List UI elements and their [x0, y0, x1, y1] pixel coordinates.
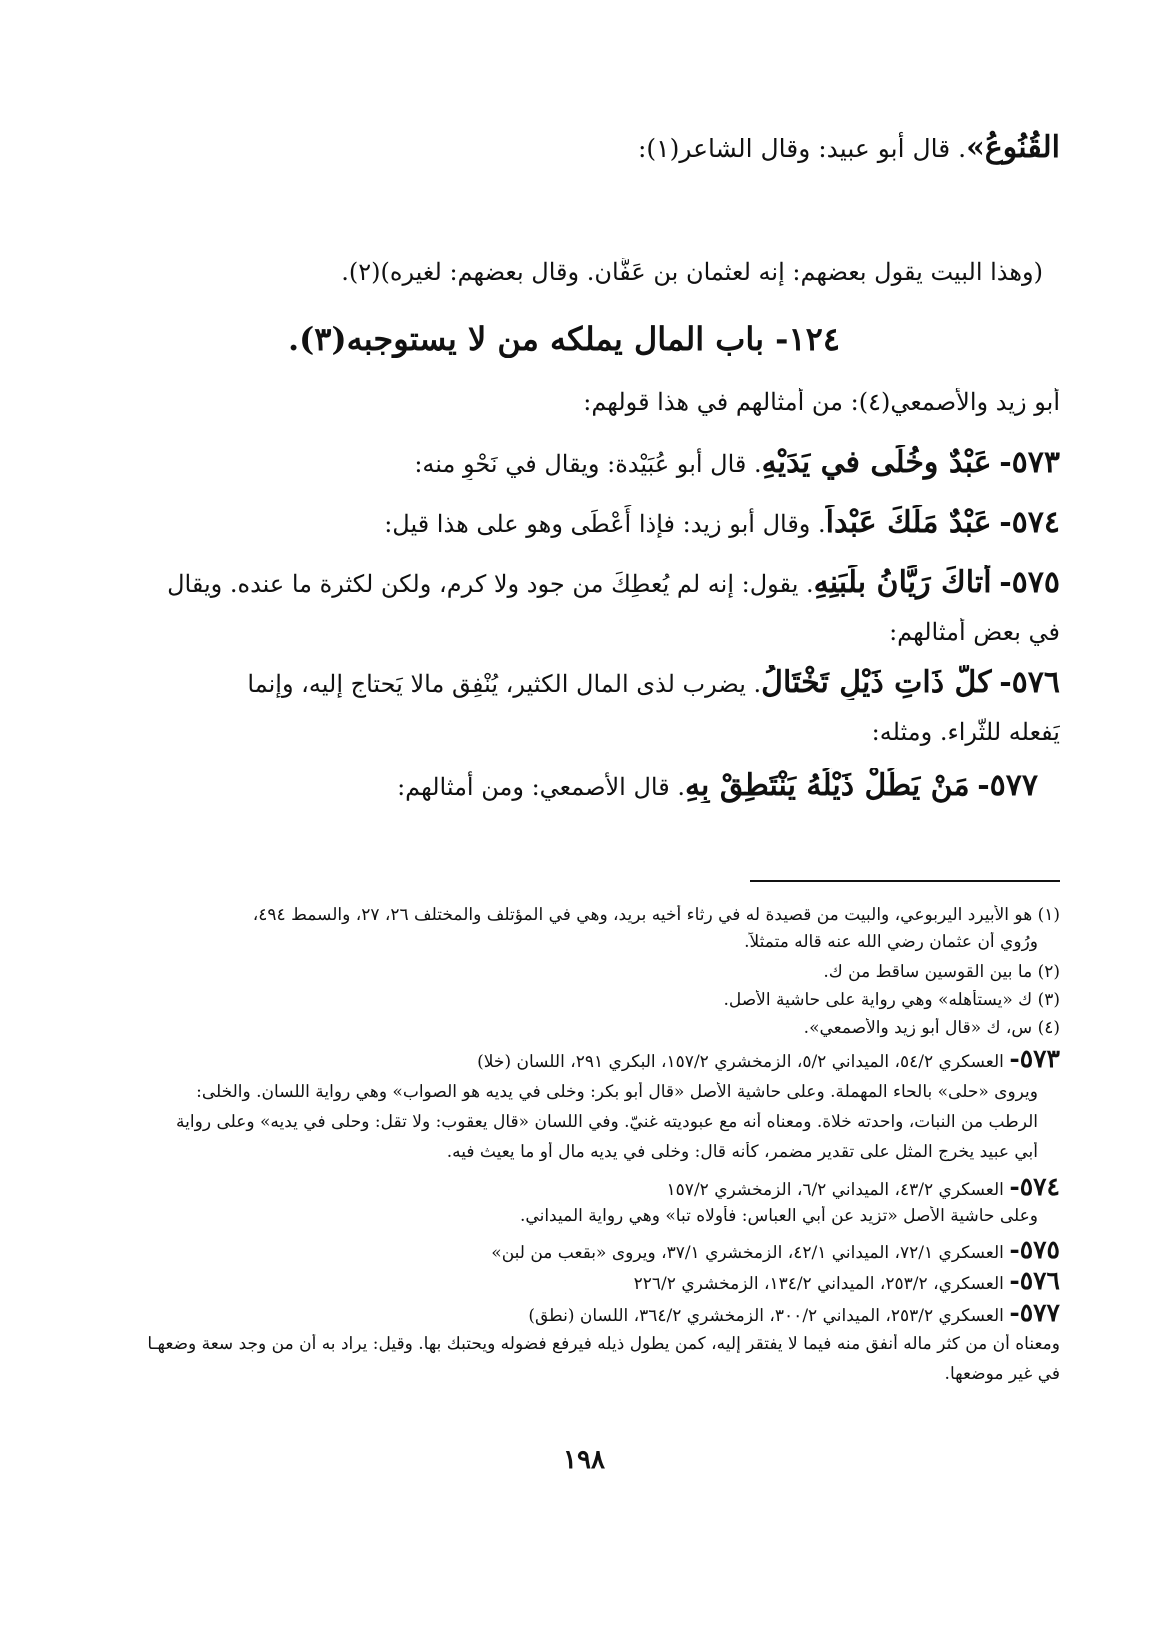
proverb-575	[110, 565, 1060, 600]
note-575	[60, 1235, 1060, 1264]
chapter-heading: ١٢٤- باب المال يملكه من لا يستوجبه(٣).	[287, 320, 841, 358]
note-line: في غير موضعها.	[944, 1364, 1060, 1384]
proverb-text: مَنْ يَطُلْ ذَيْلُهُ يَنْتَطِقْ بِهِ	[684, 768, 970, 803]
note-number: ٥٧٦-	[1009, 1266, 1060, 1295]
note-576	[60, 1266, 1060, 1295]
body-line: (وهذا البيت يقول بعضهم: إنه لعثمان بن عَفَّان. وقال بعضهم: لغيره)(٢).	[341, 258, 1043, 286]
headword: القُنُوعُ»	[966, 130, 1060, 165]
note-sources: العسكري ٥٤/٢، الميداني ٥/٢، الزمخشري ١٥٧/٢، البكري ٢٩١، اللسان (خلا)	[477, 1052, 1004, 1072]
proverb-commentary: . يقول: إنه لم يُعطِكَ من جود ولا كرم، ولكن لكثرة ما عنده. ويقال	[167, 570, 814, 598]
proverb-576	[110, 665, 1060, 700]
page-number: ١٩٨	[563, 1445, 605, 1475]
note-number: ٥٧٥-	[1009, 1235, 1060, 1264]
line-text: . قال أبو عبيد: وقال الشاعر(١):	[637, 134, 967, 163]
footnote-2: (٢) ما بين القوسين ساقط من ك.	[823, 962, 1060, 982]
footnote-3: (٣) ك «يستأهله» وهي رواية على حاشية الأصل.	[723, 990, 1060, 1010]
footnote-1: (١) هو الأبيرد اليربوعي، والبيت من قصيدة له في رثاء أخيه بريد، وهي في المؤتلف والمختلف ٢٦، ٢٧، والسمط ٤٩٤،	[252, 905, 1060, 925]
proverb-number: ٥٧٧-	[977, 768, 1038, 803]
note-sources: العسكري، ٢٥٣/٢، الميداني ١٣٤/٢، الزمخشري ٢٢٦/٢	[633, 1274, 1004, 1294]
proverb-text: كلُّ ذَاتِ ذَيْلٍ تَخْتَالُ	[761, 665, 992, 700]
footnote-divider	[750, 880, 1060, 882]
proverb-commentary: . يضرب لذى المال الكثير، يُنْفِق مالا يَحتاج إليه، وإنما	[247, 670, 762, 698]
note-577	[60, 1298, 1060, 1327]
note-sources: العسكري ٧٢/١، الميداني ٤٢/١، الزمخشري ٣٧/١، ويروى «بقعب من لبن»	[491, 1243, 1004, 1263]
proverb-text: عَبْدٌ وخُلًى في يَدَيْهِ	[761, 445, 992, 480]
proverb-continuation: يَفعله للثَّراء. ومثله:	[871, 718, 1060, 746]
note-line: الرطب من النبات، واحدته خلاة. ومعناه أنه مع عبوديته غنيّ. وفي اللسان «قال يعقوب: ولا تقل: وحلى في يديه» وعلى رواية	[176, 1112, 1038, 1132]
proverb-573	[110, 445, 1060, 480]
note-number: ٥٧٧-	[1009, 1298, 1060, 1327]
note-line: ويروى «حلى» بالحاء المهملة. وعلى حاشية الأصل «قال أبو بكر: وخلى في يديه هو الصواب» وهي رواية اللسان. والخلى:	[196, 1082, 1038, 1102]
note-sources: العسكري ٤٣/٢، الميداني ٦/٢، الزمخشري ١٥٧/٢	[666, 1180, 1004, 1200]
proverb-commentary: . قال أبو عُبَيْدة: ويقال في نَحْوِ منه:	[414, 450, 762, 478]
proverb-continuation: في بعض أمثالهم:	[889, 618, 1060, 646]
footnote-4: (٤) س، ك «قال أبو زيد والأصمعي».	[803, 1018, 1060, 1038]
proverb-text: أَتاكَ رَيَّانُ بلَبَنِهِ	[813, 565, 992, 600]
note-number: ٥٧٤-	[1009, 1172, 1060, 1201]
proverb-commentary: . وقال أبو زيد: فإذا أَعْطَى وهو على هذا قيل:	[384, 510, 826, 538]
note-sources: العسكري ٢٥٣/٢، الميداني ٣٠٠/٢، الزمخشري ٣٦٤/٢، اللسان (نطق)	[528, 1306, 1004, 1326]
note-line: ومعناه أن من كثر ماله أنفق منه فيما لا يفتقر إليه، كمن يطول ذيله فيرفع فضوله ويحتبك بها. وقيل: يراد به أن من وجد سعة وضعهـا	[147, 1334, 1060, 1354]
proverb-text: عَبْدٌ مَلَكَ عَبْداً	[825, 505, 992, 540]
proverb-574	[110, 505, 1060, 540]
footnote-1-cont: ورُوي أن عثمان رضي الله عنه قاله متمثلاً.	[744, 932, 1038, 952]
body-line	[110, 130, 1060, 165]
proverb-number: ٥٧٤-	[999, 505, 1060, 540]
proverb-577	[88, 768, 1038, 803]
note-number: ٥٧٣-	[1009, 1044, 1060, 1073]
proverb-number: ٥٧٣-	[999, 445, 1060, 480]
body-line: أبو زيد والأصمعي(٤): من أمثالهم في هذا قولهم:	[583, 388, 1060, 416]
proverb-number: ٥٧٦-	[999, 665, 1060, 700]
proverb-commentary: . قال الأصمعي: ومن أمثالهم:	[397, 773, 685, 801]
note-574	[60, 1172, 1060, 1201]
proverb-number: ٥٧٥-	[999, 565, 1060, 600]
note-line: أبي عبيد يخرج المثل على تقدير مضمر، كأنه قال: وخلى في يديه مال أو ما يعيث فيه.	[446, 1142, 1038, 1162]
note-line: وعلى حاشية الأصل «تزيد عن أبي العباس: فأولاه تبا» وهي رواية الميداني.	[520, 1206, 1038, 1226]
note-573	[60, 1044, 1060, 1073]
